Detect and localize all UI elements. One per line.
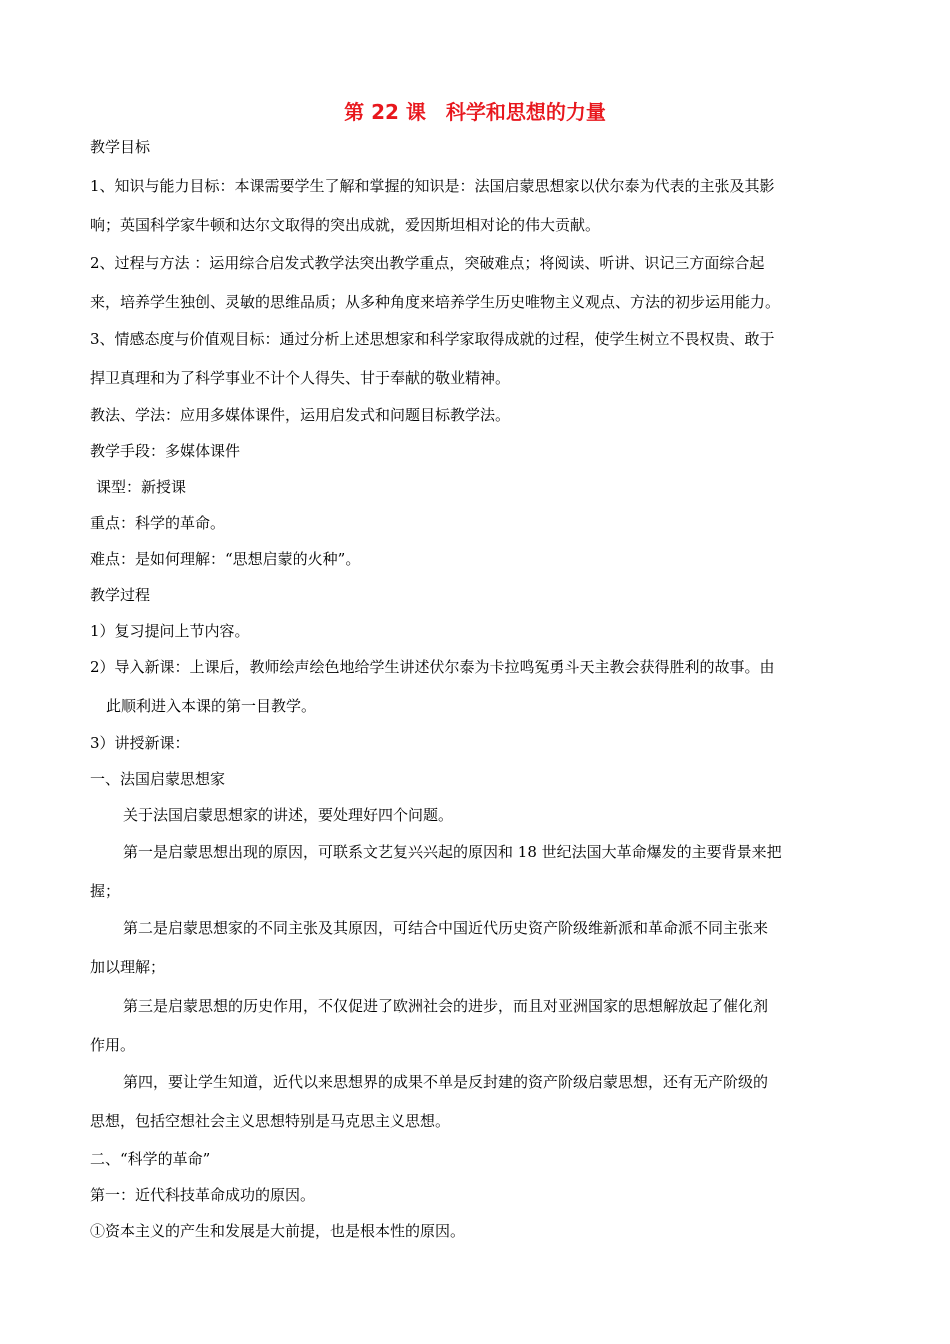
difficult-point: 难点：是如何理解：“思想启蒙的火种”。 bbox=[90, 550, 361, 568]
objective-2-line-2: 来，培养学生独创、灵敏的思维品质；从多种角度来培养学生历史唯物主义观点、方法的初步运用能力。 bbox=[90, 293, 781, 311]
page-title: 第 22 课 科学和思想的力量 bbox=[344, 100, 606, 124]
process-step-2-line-1: 2）导入新课：上课后，教师绘声绘色地给学生讲述伏尔泰为卡拉鸣冤勇斗天主教会获得胜利的故事。由 bbox=[90, 658, 775, 676]
objective-3-line-2: 捍卫真理和为了科学事业不计个人得失、甘于奉献的敬业精神。 bbox=[90, 369, 511, 387]
section-heading-enlightenment: 一、法国启蒙思想家 bbox=[90, 770, 226, 788]
point-4-line-1: 第四，要让学生知道，近代以来思想界的成果不单是反封建的资产阶级启蒙思想，还有无产阶级的 bbox=[123, 1073, 769, 1091]
point-2-line-2: 加以理解； bbox=[90, 958, 166, 976]
section-heading-science-revolution: 二、“科学的革命” bbox=[90, 1150, 211, 1168]
process-step-3: 3）讲授新课： bbox=[90, 734, 190, 752]
teaching-means: 教学手段：多媒体课件 bbox=[90, 442, 241, 460]
science-reason-heading: 第一：近代科技革命成功的原因。 bbox=[90, 1186, 316, 1204]
enlightenment-intro: 关于法国启蒙思想家的讲述，要处理好四个问题。 bbox=[123, 806, 454, 824]
point-4-line-2: 思想，包括空想社会主义思想特别是马克思主义思想。 bbox=[90, 1112, 451, 1130]
point-3-line-2: 作用。 bbox=[90, 1036, 136, 1054]
teaching-method: 教法、学法：应用多媒体课件，运用启发式和问题目标教学法。 bbox=[90, 406, 511, 424]
objective-3-line-1: 3、情感态度与价值观目标：通过分析上述思想家和科学家取得成就的过程，使学生树立不畏权贵、敢于 bbox=[90, 330, 775, 348]
objective-2-line-1: 2、过程与方法 ：运用综合启发式教学法突出教学重点，突破难点；将阅读、听讲、识记三方面综合起 bbox=[90, 254, 765, 272]
point-1-line-1: 第一是启蒙思想出现的原因，可联系文艺复兴兴起的原因和 18 世纪法国大革命爆发的主要背景来把 bbox=[123, 843, 782, 861]
key-point: 重点：科学的革命。 bbox=[90, 514, 226, 532]
process-step-2-line-2: 此顺利进入本课的第一目教学。 bbox=[106, 697, 317, 715]
objective-1-line-2: 响；英国科学家牛顿和达尔文取得的突出成就，爱因斯坦相对论的伟大贡献。 bbox=[90, 216, 601, 234]
section-heading-process: 教学过程 bbox=[90, 586, 151, 604]
section-heading-objectives: 教学目标 bbox=[90, 138, 151, 156]
process-step-1: 1）复习提问上节内容。 bbox=[90, 622, 250, 640]
point-2-line-1: 第二是启蒙思想家的不同主张及其原因，可结合中国近代历史资产阶级维新派和革命派不同主张来 bbox=[123, 919, 769, 937]
point-3-line-1: 第三是启蒙思想的历史作用，不仅促进了欧洲社会的进步，而且对亚洲国家的思想解放起了催化剂 bbox=[123, 997, 769, 1015]
lesson-type: 课型：新授课 bbox=[96, 478, 187, 496]
objective-1-line-1: 1、知识与能力目标：本课需要学生了解和掌握的知识是：法国启蒙思想家以伏尔泰为代表的主张及其影 bbox=[90, 177, 775, 195]
science-reason-1: ①资本主义的产生和发展是大前提，也是根本性的原因。 bbox=[90, 1222, 466, 1240]
point-1-line-2: 握； bbox=[90, 882, 121, 900]
